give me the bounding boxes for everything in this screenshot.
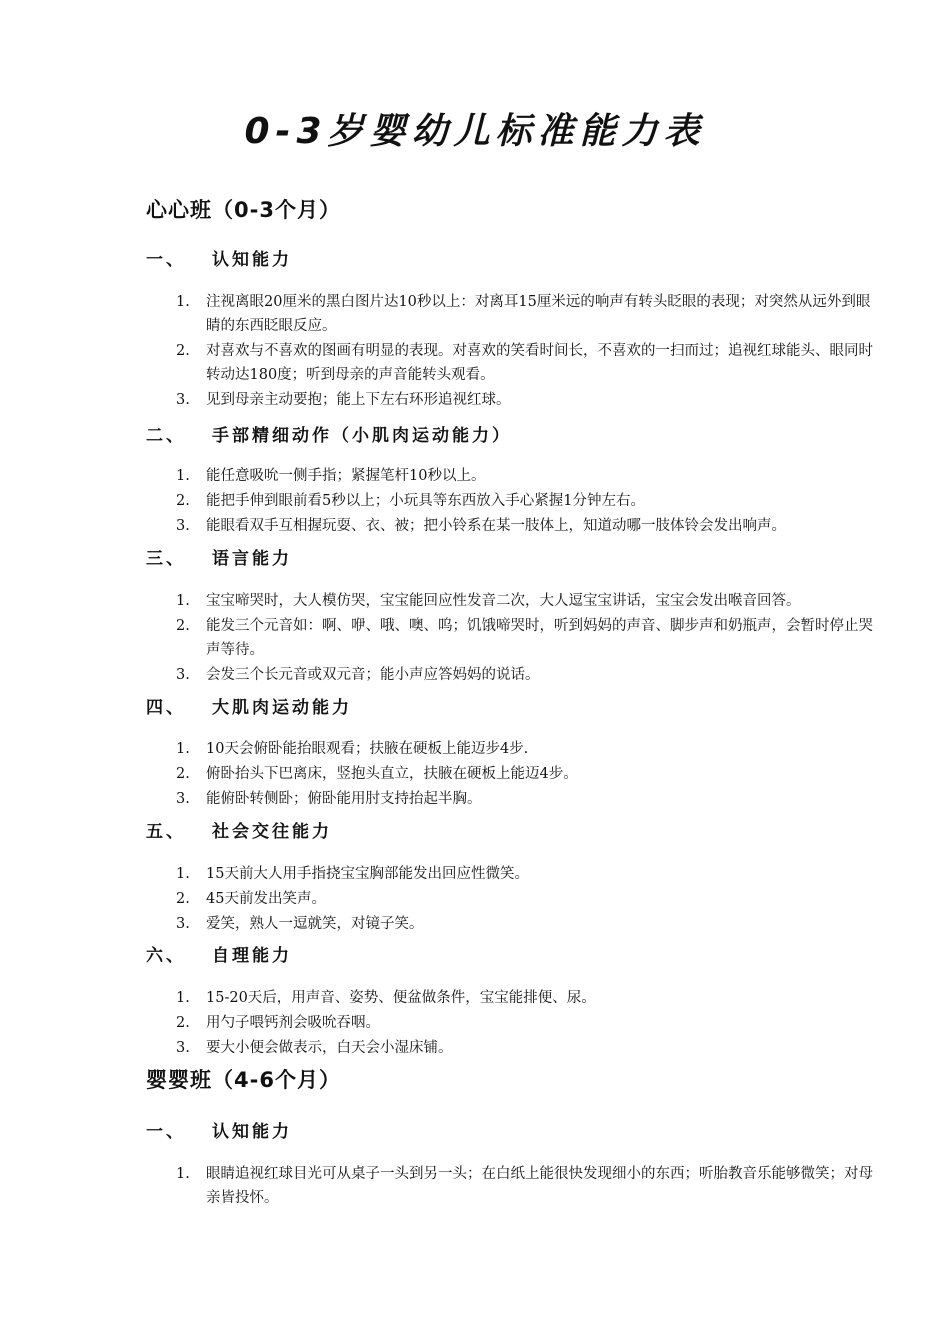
section-heading-cognitive-2 (146, 1120, 292, 1144)
section-number: 六、 (146, 946, 186, 966)
section-number: 一、 (146, 1122, 186, 1142)
list-item: 3. 要大小便会做表示，白天会小湿床铺。 (176, 1040, 453, 1056)
list-item: 1. 10天会俯卧能抬眼观看；扶腋在硬板上能迈步4步. (176, 741, 529, 757)
page-title: 0-3岁婴幼儿标准能力表 (244, 111, 706, 152)
list-item: 2. 能把手伸到眼前看5秒以上；小玩具等东西放入手心紧握1分钟左右。 (176, 493, 645, 509)
item-list-fine-motor (176, 464, 882, 539)
item-list-cognitive-2 (176, 1162, 882, 1211)
list-item: 3. 能眼看双手互相握玩耍、衣、被；把小铃系在某一肢体上，知道动哪一肢体铃会发出响声。 (176, 518, 786, 534)
item-list-self-care (176, 986, 882, 1061)
section-number: 四、 (146, 698, 186, 718)
list-item: 2. 俯卧抬头下巴离床，竖抱头直立，扶腋在硬板上能迈4步。 (176, 766, 578, 782)
list-item: 1. 15天前大人用手指挠宝宝胸部能发出回应性微笑。 (176, 866, 529, 882)
item-list-social (176, 862, 882, 937)
section-title: 语言能力 (212, 549, 292, 569)
section-number: 一、 (146, 250, 186, 270)
section-number: 五、 (146, 822, 186, 842)
list-item: 2. 用勺子喂钙剂会吸吮吞咽。 (176, 1015, 380, 1031)
section-heading-language (146, 547, 292, 571)
section-heading-fine-motor (146, 424, 512, 448)
list-item: 2. 45天前发出笑声。 (176, 891, 326, 907)
list-item: 3. 爱笑，熟人一逗就笑，对镜子笑。 (176, 916, 424, 932)
section-title: 大肌肉运动能力 (212, 698, 352, 718)
section-title: 自理能力 (212, 946, 292, 966)
list-item: 3. 会发三个长元音或双元音；能小声应答妈妈的说话。 (176, 667, 540, 683)
section-heading-self-care (146, 944, 292, 968)
list-item: 1. 15-20天后，用声音、姿势、便盆做条件，宝宝能排便、尿。 (176, 990, 596, 1006)
item-list-language (176, 589, 882, 688)
section-heading-social (146, 820, 332, 844)
section-heading-gross-motor (146, 696, 352, 720)
item-list-gross-motor (176, 737, 882, 812)
list-item: 1. 眼睛追视红球目光可从桌子一头到另一头；在白纸上能很快发现细小的东西；听胎教音乐能够微笑；对母亲皆投怀。 (176, 1166, 873, 1206)
list-item: 1. 能任意吸吮一侧手指；紧握笔杆10秒以上。 (176, 468, 486, 484)
section-number: 三、 (146, 549, 186, 569)
list-item: 3. 能俯卧转侧卧；俯卧能用肘支持抬起半胸。 (176, 791, 482, 807)
list-item: 1. 宝宝啼哭时，大人模仿哭，宝宝能回应性发音二次，大人逗宝宝讲话，宝宝会发出喉音回答。 (176, 593, 801, 609)
section-heading-cognitive (146, 248, 292, 272)
section-title: 认知能力 (212, 1122, 292, 1142)
section-title: 社会交往能力 (212, 822, 332, 842)
list-item: 1. 注视离眼20厘米的黑白图片达10秒以上：对离耳15厘米远的响声有转头眨眼的表现；对突然从远外到眼睛的东西眨眼反应。 (176, 294, 871, 334)
section-title: 手部精细动作（小肌肉运动能力） (212, 426, 512, 446)
section-title: 认知能力 (212, 250, 292, 270)
item-list-cognitive (176, 290, 882, 413)
section-number: 二、 (146, 426, 186, 446)
class-heading-yingying: 婴婴班（4-6个月） (146, 1068, 341, 1092)
class-heading-xinxin: 心心班（0-3个月） (146, 198, 341, 222)
list-item: 2. 能发三个元音如：啊、咿、哦、噢、呜；饥饿啼哭时，听到妈妈的声音、脚步声和奶瓶声，会暂时停止哭声等待。 (176, 618, 873, 658)
list-item: 2. 对喜欢与不喜欢的图画有明显的表现。对喜欢的笑看时间长，不喜欢的一扫而过；追视红球能头、眼同时转动达180度；听到母亲的声音能转头观看。 (176, 343, 873, 383)
list-item: 3. 见到母亲主动要抱；能上下左右环形追视红球。 (176, 392, 511, 408)
